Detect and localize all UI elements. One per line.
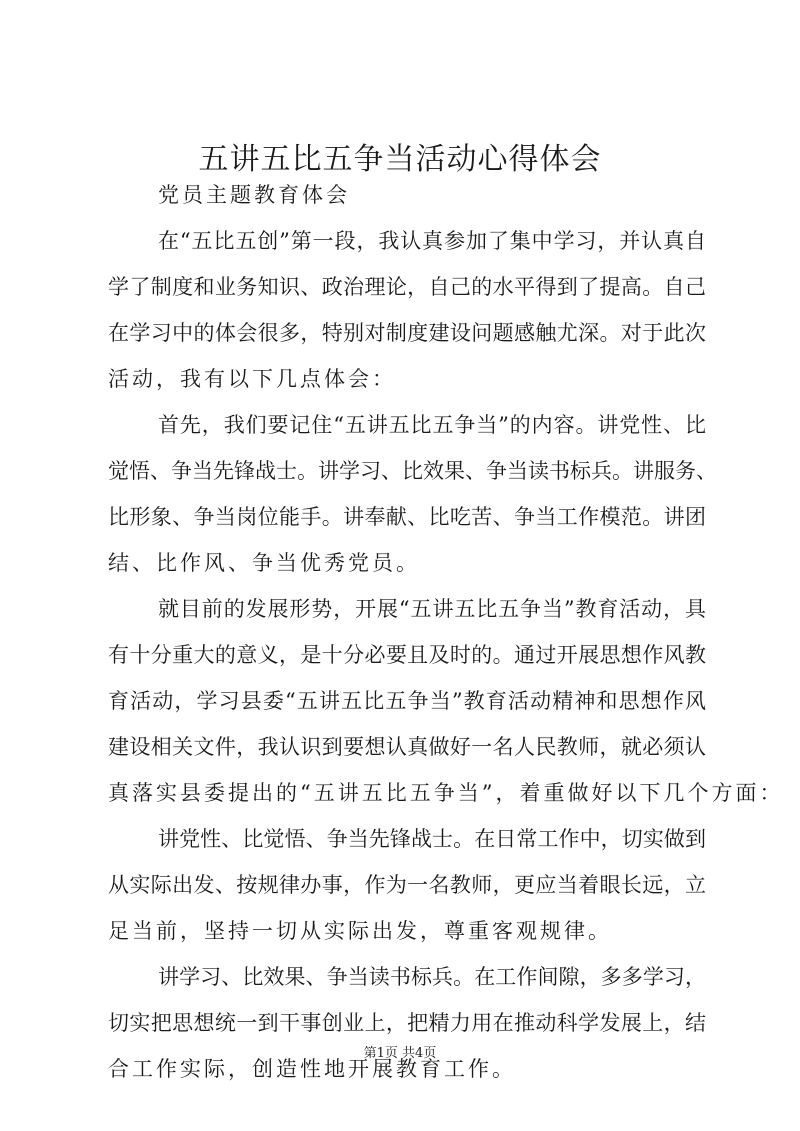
paragraph [108,954,706,1092]
text-line: 结、比作风、争当优秀党员。 [108,551,420,575]
document-title: 五讲五比五争当活动心得体会 [198,142,602,177]
text-line: 真落实县委提出的“五讲五比五争当”，着重做好以下几个方面： [108,781,784,805]
paragraph [108,586,784,816]
text-line: 合工作实际，创造性地开展教育工作。 [108,1057,516,1081]
page-footer: 第1页 共4页 [363,1046,437,1061]
text-line: 学了制度和业务知识、政治理论，自己的水平得到了提高。自己 [108,275,706,299]
text-line: 比形象、争当岗位能手。讲奉献、比吃苦、争当工作模范。讲团 [108,505,706,529]
text-line: 在学习中的体会很多，特别对制度建设问题感触尤深。对于此次 [108,321,706,345]
text-line: 从实际出发、按规律办事，作为一名教师，更应当着眼长远，立 [108,873,706,897]
paragraph [108,816,706,954]
text-line: 讲学习、比效果、争当读书标兵。在工作间隙，多多学习， [158,965,706,989]
text-line: 就目前的发展形势，开展“五讲五比五争当”教育活动，具 [158,597,706,621]
text-line: 建设相关文件，我认识到要想认真做好一名人民教师，就必须认 [108,735,706,759]
text-line: 有十分重大的意义，是十分必要且及时的。通过开展思想作风教 [108,643,706,667]
text-line: 切实把思想统一到干事创业上，把精力用在推动科学发展上，结 [108,1011,706,1035]
text-line: 讲党性、比觉悟、争当先锋战士。在日常工作中，切实做到 [158,827,706,851]
paragraph [108,218,706,402]
paragraph [108,402,717,586]
text-line: 活动，我有以下几点体会： [108,367,396,391]
document-body [108,172,784,1092]
text-line: 觉悟、争当先锋战士。讲学习、比效果、争当读书标兵。讲服务、 [108,459,717,483]
text-line: 足当前，坚持一切从实际出发，尊重客观规律。 [108,919,612,943]
paragraph [108,172,706,218]
text-line: 育活动，学习县委“五讲五比五争当”教育活动精神和思想作风 [108,689,706,713]
text-line: 党员主题教育体会 [158,183,350,207]
text-line: 在“五比五创”第一段，我认真参加了集中学习，并认真自 [158,229,706,253]
text-line: 首先，我们要记住“五讲五比五争当”的内容。讲党性、比 [158,413,706,437]
